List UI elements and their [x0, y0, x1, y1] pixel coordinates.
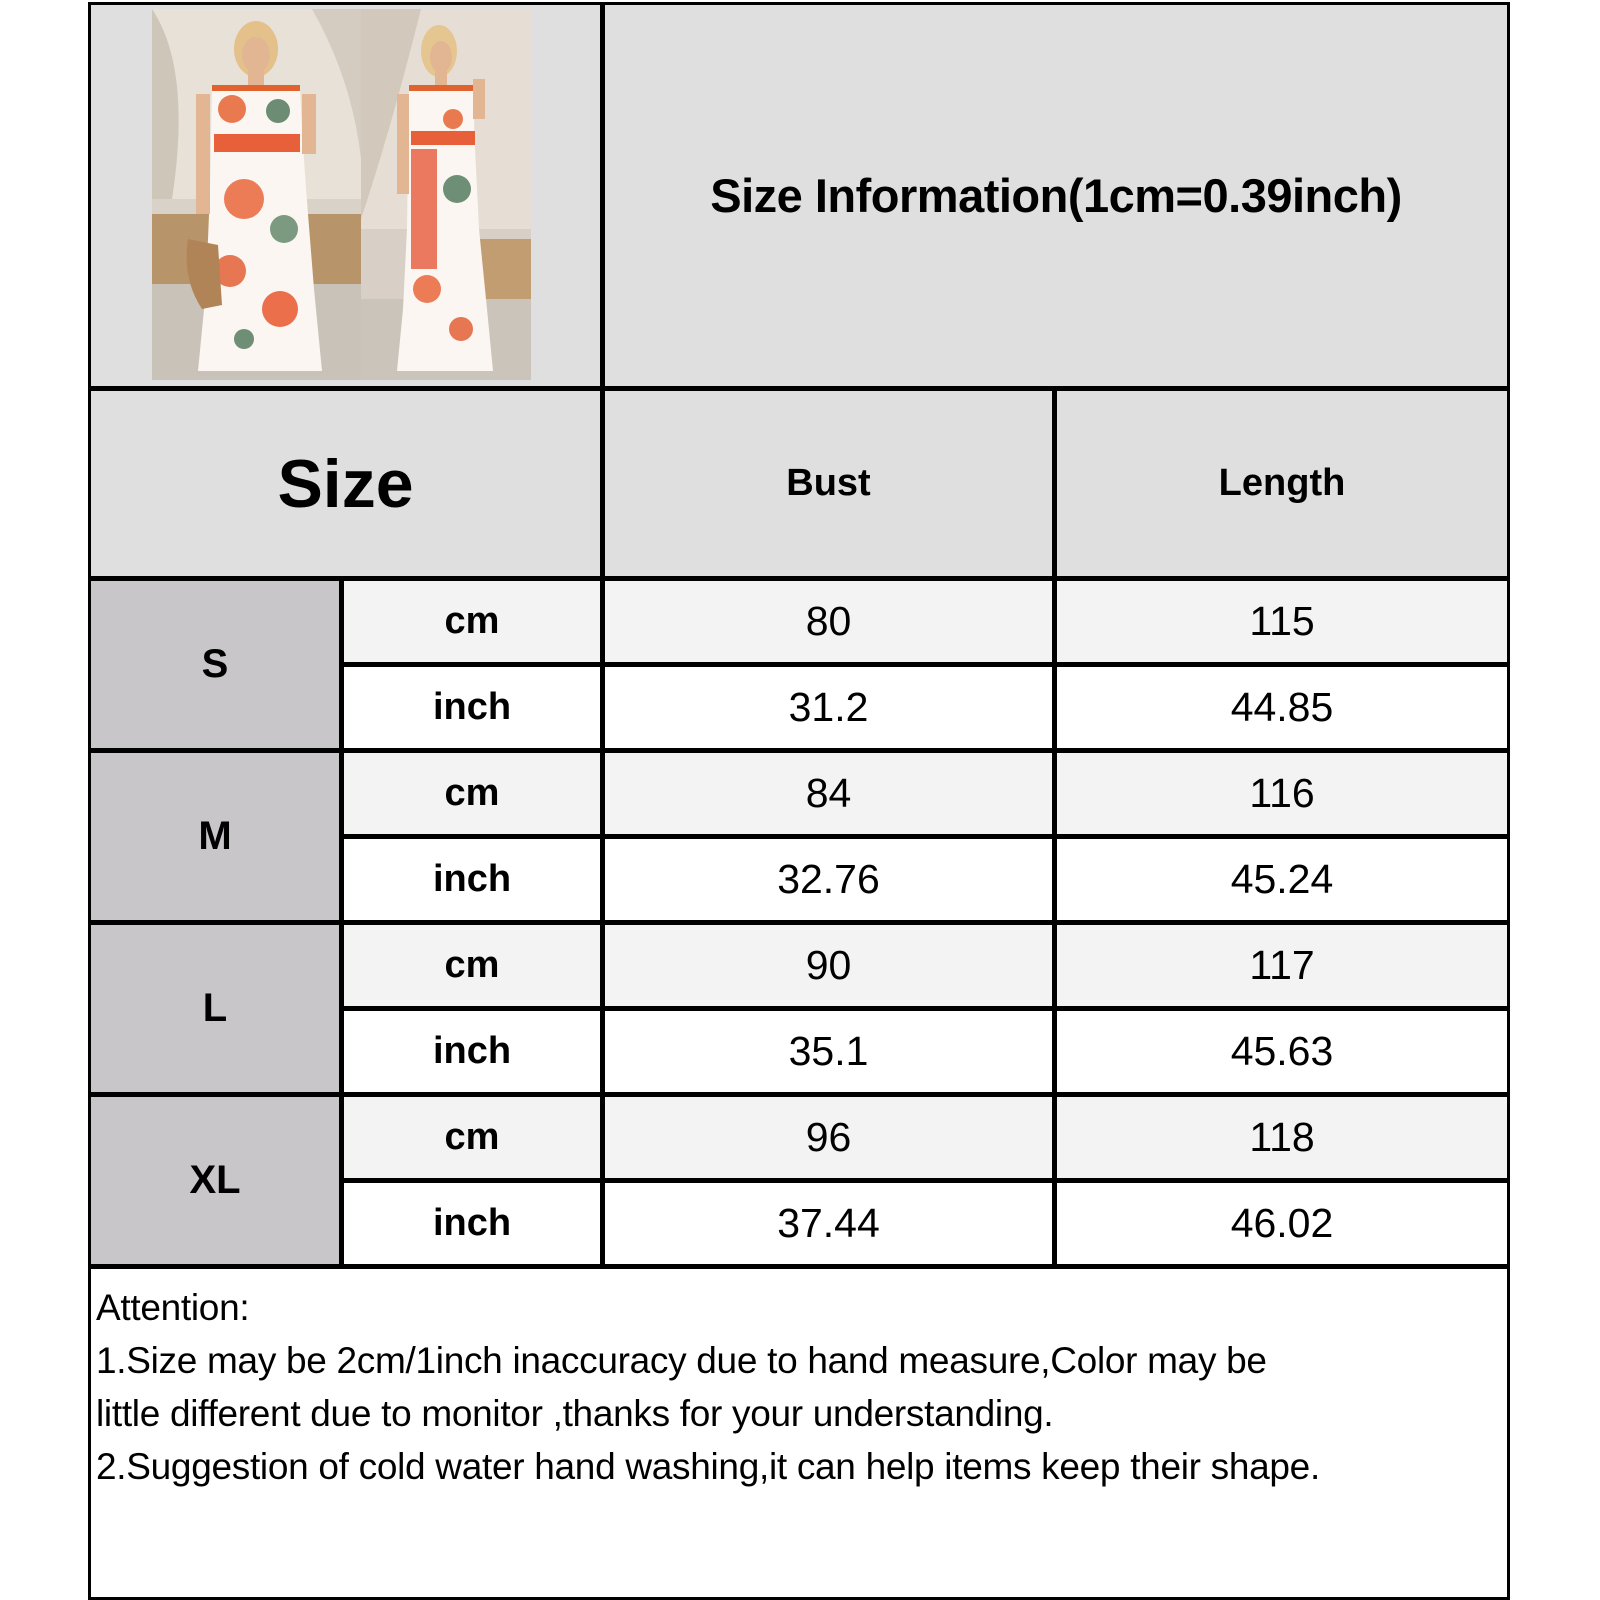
- attention-line: little different due to monitor ,thanks for your understanding.: [96, 1393, 1054, 1434]
- bust-value: 32.76: [777, 856, 880, 902]
- length-value: 118: [1249, 1114, 1315, 1160]
- bust-cell: [605, 581, 1052, 662]
- unit-cell: [344, 1097, 600, 1178]
- length-cell: [1057, 925, 1507, 1006]
- bust-cell: [605, 925, 1052, 1006]
- header-bust-label: Bust: [786, 462, 871, 504]
- length-cell: [1057, 1011, 1507, 1092]
- divider: [91, 748, 1507, 753]
- divider: [91, 386, 1507, 391]
- unit-label: inch: [432, 1202, 512, 1244]
- bust-value: 80: [805, 598, 852, 644]
- unit-label: inch: [432, 1030, 512, 1072]
- attention-line: 1.Size may be 2cm/1inch inaccuracy due to hand measure,Color may be: [96, 1340, 1267, 1381]
- divider: [600, 5, 605, 1269]
- header-bust: [605, 391, 1052, 576]
- attention-line: 2.Suggestion of cold water hand washing,it can help items keep their shape.: [96, 1446, 1320, 1487]
- unit-cell: [344, 581, 600, 662]
- size-info-title-cell: [605, 5, 1507, 386]
- divider: [344, 1006, 1507, 1011]
- divider: [91, 1264, 1507, 1269]
- bust-value: 37.44: [777, 1200, 880, 1246]
- unit-cell: [344, 925, 600, 1006]
- divider: [91, 920, 1507, 925]
- bust-value: 35.1: [788, 1028, 869, 1074]
- bust-cell: [605, 753, 1052, 834]
- size-label: M: [198, 814, 232, 858]
- length-cell: [1057, 1097, 1507, 1178]
- divider: [1052, 391, 1057, 1269]
- length-value: 46.02: [1230, 1200, 1334, 1246]
- bust-value: 31.2: [788, 684, 869, 730]
- header-size-label: Size: [277, 445, 414, 522]
- attention-heading: Attention:: [96, 1287, 250, 1328]
- divider: [91, 576, 1507, 581]
- unit-label: cm: [444, 772, 500, 814]
- size-label: L: [202, 986, 228, 1030]
- header-length-label: Length: [1218, 462, 1346, 504]
- unit-label: inch: [432, 686, 512, 728]
- length-cell: [1057, 581, 1507, 662]
- length-value: 44.85: [1230, 684, 1334, 730]
- divider: [344, 834, 1507, 839]
- length-value: 45.63: [1230, 1028, 1334, 1074]
- bust-value: 90: [805, 942, 852, 988]
- bust-cell: [605, 839, 1052, 920]
- divider: [344, 1178, 1507, 1183]
- header-length: [1057, 391, 1507, 576]
- size-label: S: [201, 642, 229, 686]
- size-cell-l: [91, 925, 339, 1092]
- size-info-title: Size Information(1cm=0.39inch): [710, 169, 1402, 222]
- unit-cell: [344, 667, 600, 748]
- divider: [91, 1092, 1507, 1097]
- unit-cell: [344, 753, 600, 834]
- size-label: XL: [189, 1158, 241, 1202]
- header-size: [91, 391, 600, 576]
- unit-label: inch: [432, 858, 512, 900]
- attention-notes: [96, 1281, 1496, 1493]
- model-photo-side: [361, 9, 531, 380]
- length-cell: [1057, 839, 1507, 920]
- bust-cell: [605, 1011, 1052, 1092]
- length-value: 116: [1249, 770, 1315, 816]
- length-cell: [1057, 1183, 1507, 1264]
- length-cell: [1057, 753, 1507, 834]
- bust-value: 84: [805, 770, 852, 816]
- size-cell-m: [91, 753, 339, 920]
- length-cell: [1057, 667, 1507, 748]
- unit-label: cm: [444, 1116, 500, 1158]
- size-cell-s: [91, 581, 339, 748]
- size-cell-xl: [91, 1097, 339, 1264]
- length-value: 115: [1249, 598, 1315, 644]
- product-photo-cell: [91, 5, 600, 386]
- length-value: 117: [1249, 942, 1315, 988]
- bust-cell: [605, 1183, 1052, 1264]
- bust-cell: [605, 1097, 1052, 1178]
- unit-cell: [344, 839, 600, 920]
- unit-label: cm: [444, 944, 500, 986]
- unit-cell: [344, 1183, 600, 1264]
- size-chart: [88, 2, 1510, 1600]
- bust-value: 96: [805, 1114, 852, 1160]
- length-value: 45.24: [1230, 856, 1334, 902]
- unit-label: cm: [444, 600, 500, 642]
- model-photo-front: [152, 9, 361, 380]
- unit-cell: [344, 1011, 600, 1092]
- bust-cell: [605, 667, 1052, 748]
- divider: [344, 662, 1507, 667]
